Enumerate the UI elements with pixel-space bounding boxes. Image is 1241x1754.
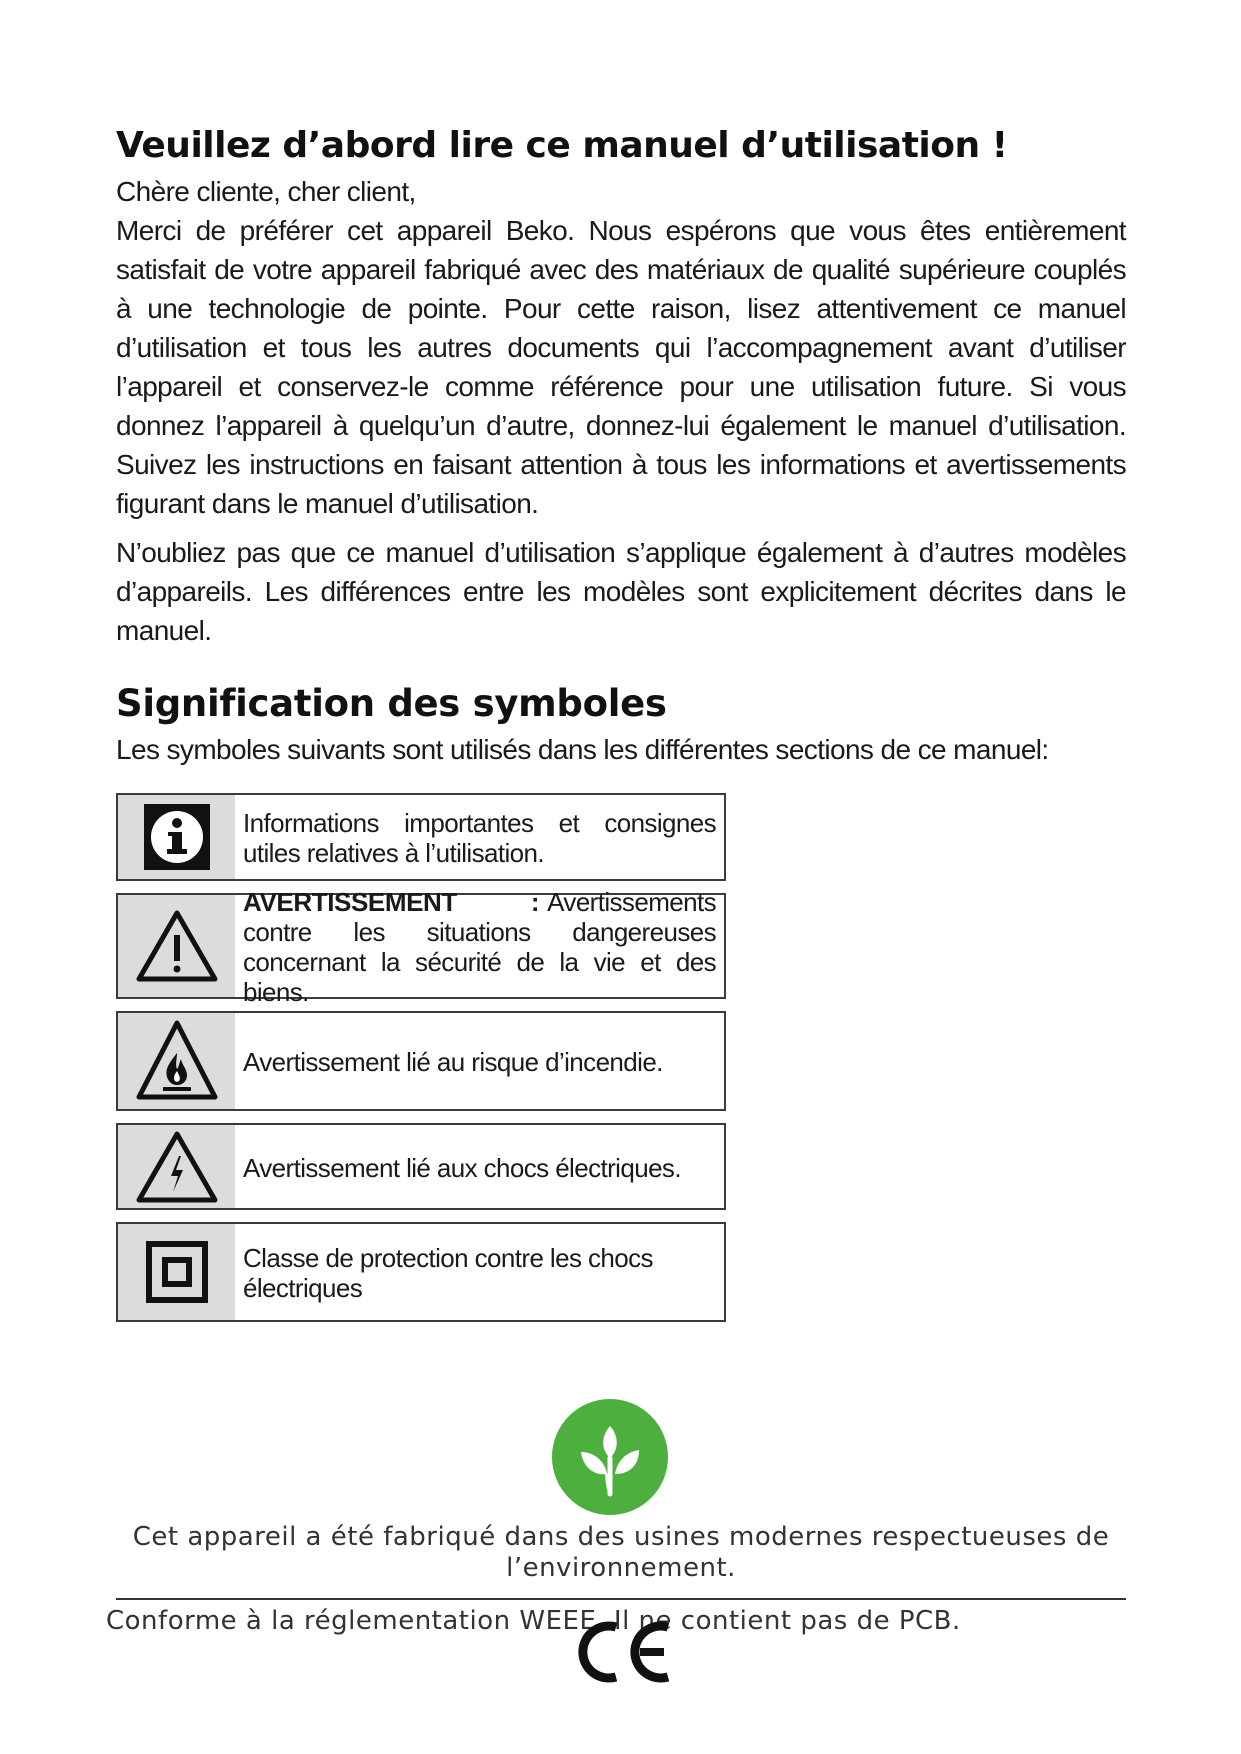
symbols-lead: Les symboles suivants sont utilisés dans les différentes sections de ce manuel: <box>116 734 1049 765</box>
eco-statement: Cet appareil a été fabriqué dans des usines modernes respectueuses de l’environnement. <box>132 1522 1110 1583</box>
warning-label: AVERTISSEMENT : <box>243 887 540 917</box>
symbol-row-info <box>116 793 726 881</box>
eco-leaf-icon <box>551 1398 669 1521</box>
warning-icon <box>118 895 235 997</box>
models-note: N’oubliez pas que ce manuel d’utilisation s’applique également à d’autres modèles d’appareils. Les différences entre les modèles sont explicitement décrites dans le manuel. <box>116 537 1126 646</box>
symbol-description: Avertissement lié au risque d’incendie. <box>243 1047 663 1077</box>
symbol-row-electric <box>116 1123 726 1210</box>
symbol-description: AVERTISSEMENT : Avertissements contre les situations dangereuses concernant la sécurité de la vie et des biens. <box>243 887 716 1007</box>
symbol-row-class2 <box>116 1222 726 1322</box>
symbol-text <box>235 795 724 879</box>
intro-title: Veuillez d’abord lire ce manuel d’utilisation ! <box>116 125 1008 166</box>
symbols-table <box>116 793 726 1322</box>
info-icon <box>118 795 235 879</box>
symbol-description: Classe de protection contre les chocs électriques <box>243 1243 653 1303</box>
fire-warning-icon <box>118 1013 235 1109</box>
intro-body: Merci de préférer cet appareil Beko. Nous espérons que vous êtes entièrement satisfait de votre appareil fabriqué avec des matériaux de qualité supérieure couplés à une technologie de pointe. Pour cette raison, lisez attentivement ce manuel d’utilisation et tous les autres documents qui l’accompagnement avant d’utiliser l’appareil et conservez-le comme référence pour une utilisation future. Si vous donnez l’appareil à quelqu’un d’autre, donnez-lui également le manuel d’utilisation. Suivez les instructions en faisant attention à tous les informations et avertissements figurant dans le manuel d’utilisation. <box>116 215 1126 519</box>
electric-warning-icon <box>118 1125 235 1208</box>
double-insulation-icon <box>118 1224 235 1320</box>
symbol-description: Avertissement lié aux chocs électriques. <box>243 1152 681 1183</box>
symbol-text <box>235 1013 724 1109</box>
ce-mark-icon <box>570 1621 674 1688</box>
weee-statement: Conforme à la réglementation WEEE. Il ne contient pas de PCB. <box>106 1606 961 1636</box>
manual-page <box>116 120 1126 1334</box>
symbols-title: Signification des symboles <box>116 682 667 725</box>
divider <box>116 1598 1126 1600</box>
symbol-text <box>235 1224 724 1320</box>
symbol-row-warning <box>116 887 726 1007</box>
symbol-row-fire <box>116 1011 726 1111</box>
greeting: Chère cliente, cher client, <box>116 176 416 207</box>
symbol-text <box>235 887 724 1007</box>
symbol-text <box>235 1125 724 1208</box>
symbol-description: Informations importantes et consignes utiles relatives à l’utilisation. <box>243 808 716 868</box>
